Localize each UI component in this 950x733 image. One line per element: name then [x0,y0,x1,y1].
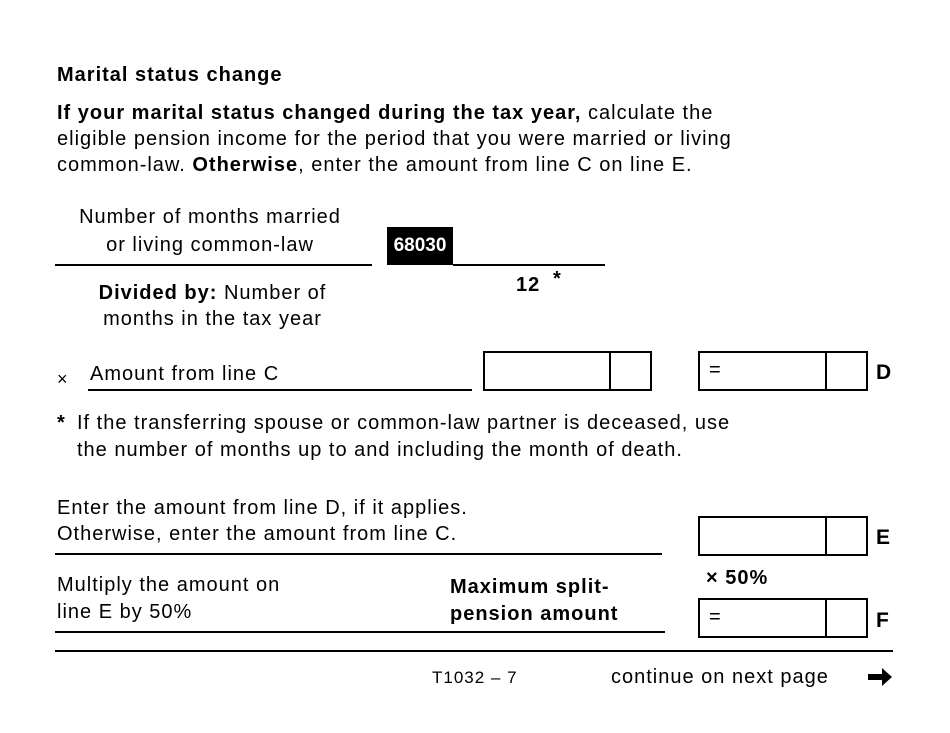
footer-rule [55,650,893,652]
line-f-text-1: Multiply the amount on [57,574,281,596]
line-d-input[interactable] [698,351,868,391]
multiplier: × 50% [706,567,769,589]
intro-line-2: eligible pension income for the period that you were married or living [57,128,732,150]
arrow-right-icon [866,666,894,688]
line-e-input[interactable] [698,516,868,556]
divider [55,631,665,633]
divisor-label-1 [40,280,385,306]
line-f-text-2: line E by 50% [57,601,193,623]
asterisk: * [553,268,562,290]
footnote-line-1: If the transferring spouse or common-law partner is deceased, use [77,412,731,434]
max-split-label-1: Maximum split- [450,576,610,598]
intro-bold: Otherwise [192,154,299,176]
line-e-text-2: Otherwise, enter the amount from line C. [57,523,458,545]
divider [55,553,662,555]
months-input-line[interactable] [453,264,605,266]
intro-line-3 [57,152,693,178]
page-number: T1032 – 7 [432,668,518,687]
amount-c-label: Amount from line C [90,363,280,385]
divider [88,389,472,391]
amount-c-input[interactable] [483,351,652,391]
line-f-label: F [876,609,890,632]
divisor-text: Number of [217,282,327,304]
months-label-1: Number of months married [79,206,341,228]
divisor-bold: Divided by: [98,282,218,304]
footnote-asterisk: * [57,412,66,434]
footnote-line-2: the number of months up to and including the month of death. [77,439,683,461]
intro-text: calculate the [581,102,714,124]
equals-sign: = [709,606,722,628]
cents-divider [609,353,611,389]
line-e-text-1: Enter the amount from line D, if it applies. [57,497,468,519]
line-code-badge: 68030 [387,227,453,265]
intro-text: , enter the amount from line C on line E. [298,154,693,176]
intro-text: common-law. [57,154,193,176]
line-e-label: E [876,526,892,549]
line-d-label: D [876,361,893,384]
cents-divider [825,353,827,389]
cents-divider [825,518,827,554]
cents-divider [825,600,827,636]
divider [55,264,372,266]
line-f-input[interactable] [698,598,868,638]
intro-line-1 [57,100,713,126]
continue-text: continue on next page [611,666,829,688]
max-split-label-2: pension amount [450,603,619,625]
equals-sign: = [709,359,722,381]
divisor-value: 12 [516,274,541,296]
months-label-2: or living common-law [106,234,314,256]
multiply-icon: × [57,369,69,389]
divisor-label-2: months in the tax year [103,308,322,330]
section-heading: Marital status change [57,64,283,86]
intro-bold: If your marital status changed during the tax year, [57,102,582,124]
